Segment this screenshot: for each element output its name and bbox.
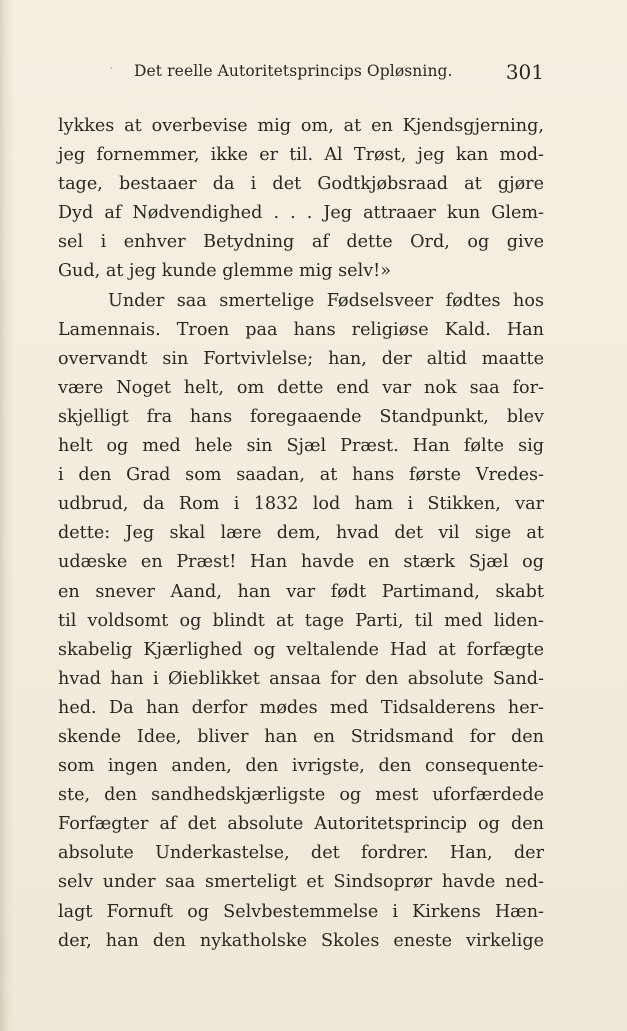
text-line: ste, den sandhedskjærligste og mest uforfærdede (58, 785, 544, 806)
text-line: til voldsomt og blindt at tage Parti, til med liden- (58, 610, 544, 631)
text-line: selv under saa smerteligt et Sindsoprør havde ned- (58, 872, 544, 893)
text-line: lagt Fornuft og Selvbestemmelse i Kirkens Hæn- (58, 901, 544, 922)
text-line: Forfægter af det absolute Autoritetsprincip og den (58, 814, 544, 835)
text-line: skabelig Kjærlighed og veltalende Had at forfægte (58, 639, 544, 660)
text-line: overvandt sin Fortvivlelse; han, der altid maatte (58, 348, 544, 369)
text-line: en snever Aand, han var født Partimand, skabt (58, 581, 544, 602)
text-line: Lamennais. Troen paa hans religiøse Kald. Han (58, 319, 544, 340)
header-mark: · (110, 64, 113, 73)
text-line: hvad han i Øieblikket ansaa for den absolute Sand- (58, 668, 544, 689)
text-line: være Noget helt, om dette end var nok saa for- (58, 377, 544, 398)
running-header (58, 60, 544, 90)
text-line: helt og med hele sin Sjæl Præst. Han følte sig (58, 436, 544, 457)
text-line: hed. Da han derfor mødes med Tidsalderens her- (58, 697, 544, 718)
text-line: Under saa smertelige Fødselsveer fødtes hos (108, 290, 544, 311)
text-line: dette: Jeg skal lære dem, hvad det vil sige at (58, 523, 544, 544)
text-line: skende Idee, bliver han en Stridsmand for den (58, 726, 544, 747)
text-line: udbrud, da Rom i 1832 lod ham i Stikken, var (58, 494, 544, 515)
text-line: Gud, at jeg kunde glemme mig selv!» (58, 261, 391, 282)
text-line: udæske en Præst! Han havde en stærk Sjæl og (58, 552, 544, 573)
text-line: absolute Underkastelse, det fordrer. Han, der (58, 843, 544, 864)
text-line: jeg fornemmer, ikke er til. Al Trøst, jeg kan mod- (58, 145, 544, 166)
text-line: Dyd af Nødvendighed . . . Jeg attraaer kun Glem- (58, 203, 544, 224)
body-text (58, 112, 544, 956)
text-line: der, han den nykatholske Skoles eneste virkelige (58, 930, 544, 951)
page-number: 301 (505, 60, 544, 84)
text-line: som ingen anden, den ivrigste, den consequente- (58, 756, 544, 777)
text-line: sel i enhver Betydning af dette Ord, og give (58, 232, 544, 253)
running-title: Det reelle Autoritetsprincips Opløsning. (134, 62, 453, 80)
text-line: lykkes at overbevise mig om, at en Kjendsgjerning, (58, 116, 544, 136)
text-line: tage, bestaaer da i det Godtkjøbsraad at gjøre (58, 174, 544, 195)
text-line: skjelligt fra hans foregaaende Standpunkt, blev (58, 406, 544, 427)
text-line: i den Grad som saadan, at hans første Vredes- (58, 465, 544, 486)
